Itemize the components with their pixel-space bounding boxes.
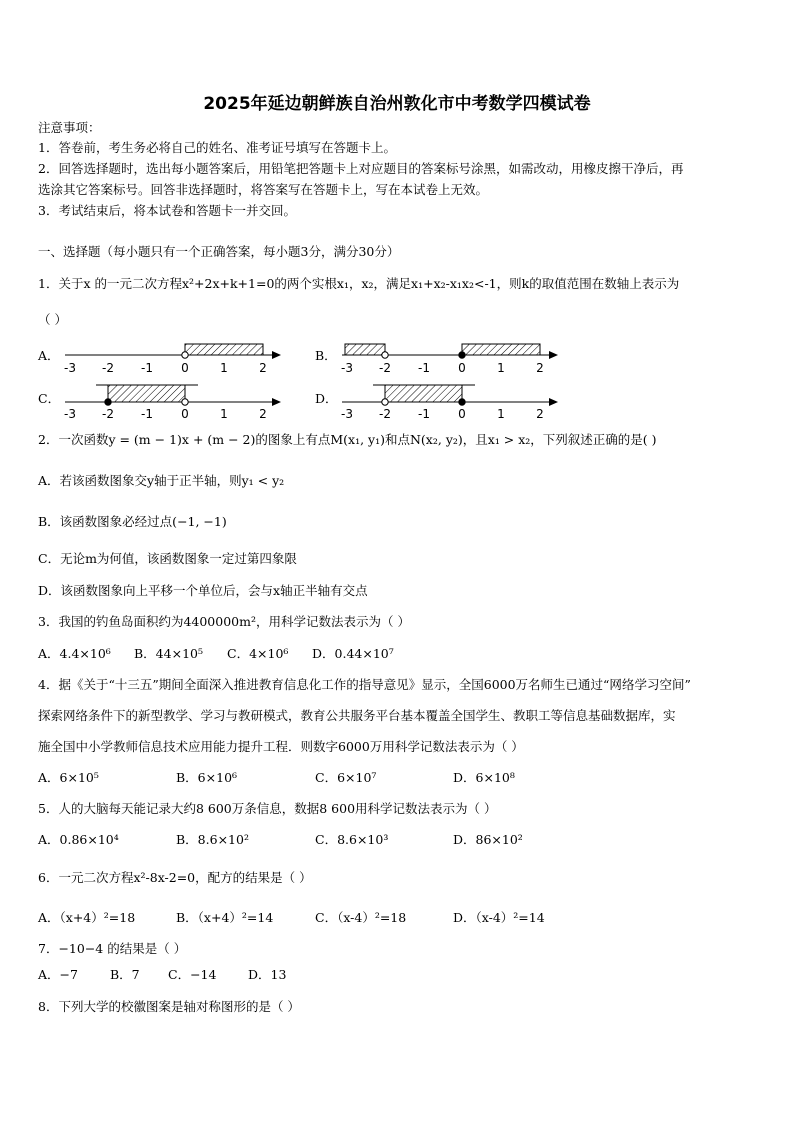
question-6-options	[38, 910, 598, 926]
option: D．86×10²	[453, 832, 523, 847]
option: A．4.4×10⁶	[38, 646, 111, 661]
option: D．0.44×10⁷	[312, 646, 394, 661]
tick-label: 0	[458, 361, 466, 375]
question-1-paren: （ ）	[38, 312, 67, 327]
question-7-text: 7．−10−4 的结果是（ ）	[38, 941, 187, 956]
tick-label: 1	[220, 407, 228, 421]
option-d-label: D．	[315, 391, 338, 406]
tick-label: -2	[102, 407, 114, 421]
notice-item: 1．答卷前，考生务必将自己的姓名、准考证号填写在答题卡上。	[38, 140, 396, 155]
option-c-label: C．	[38, 391, 61, 406]
notice-item: 3．考试结束后，将本试卷和答题卡一并交回。	[38, 203, 296, 218]
tick-label: -3	[64, 407, 76, 421]
option: B．7	[110, 967, 140, 982]
tick-label: 1	[497, 407, 505, 421]
option: D．6×10⁸	[453, 770, 515, 785]
question-4-text: 探索网络条件下的新型教学、学习与教研模式，教育公共服务平台基本覆盖全国学生、教职工等信息基础数据库，实	[38, 708, 676, 723]
tick-label: -1	[141, 407, 153, 421]
tick-label: 2	[536, 407, 544, 421]
question-2-text: 2．一次函数y = (m − 1)x + (m − 2)的图象上有点M(x₁, y₁)和点N(x₂, y₂)，且x₁ > x₂，下列叙述正确的是( )	[38, 432, 657, 447]
tick-label: 1	[220, 361, 228, 375]
question-4-options	[38, 770, 598, 786]
tick-label: -2	[379, 407, 391, 421]
question-5-text: 5．人的大脑每天能记录大约8 600万条信息，数据8 600用科学记数法表示为（ ）	[38, 801, 497, 816]
option: B．6×10⁶	[176, 770, 238, 785]
tick-label: 0	[458, 407, 466, 421]
option: C．（x-4）²=18	[315, 910, 407, 925]
tick-labels	[64, 407, 267, 421]
number-line-c	[64, 385, 281, 421]
tick-label: 0	[181, 361, 189, 375]
page-title: 2025年延边朝鲜族自治州敦化市中考数学四模试卷	[203, 94, 591, 114]
question-2-option-d: D．该函数图象向上平移一个单位后，会与x轴正半轴有交点	[38, 583, 368, 598]
question-3-options	[38, 646, 538, 662]
tick-label: -1	[141, 361, 153, 375]
tick-label: -1	[418, 407, 430, 421]
section-heading: 一、选择题（每小题只有一个正确答案，每小题3分，满分30分）	[38, 244, 400, 259]
option: A．（x+4）²=18	[38, 910, 136, 925]
question-6-text: 6．一元二次方程x²-8x-2=0，配方的结果是（ ）	[38, 870, 312, 885]
tick-labels	[64, 361, 267, 375]
question-2-option-a: A．若该函数图象交y轴于正半轴，则y₁ < y₂	[38, 473, 285, 488]
tick-label: 2	[536, 361, 544, 375]
notice-item: 选涂其它答案标号。回答非选择题时，将答案写在答题卡上，写在本试卷上无效。	[38, 182, 489, 197]
question-1-text: 1．关于x 的一元二次方程x²+2x+k+1=0的两个实根x₁，x₂，满足x₁+x₂-x₁x₂<-1，则k的取值范围在数轴上表示为	[38, 276, 680, 291]
notice-item: 2．回答选择题时，选出每小题答案后，用铅笔把答题卡上对应题目的答案标号涂黑，如需改动，用橡皮擦干净后，再	[38, 161, 684, 176]
tick-label: -3	[64, 361, 76, 375]
tick-label: -2	[379, 361, 391, 375]
option: B．8.6×10²	[176, 832, 249, 847]
number-line-d	[341, 385, 558, 421]
option: A．0.86×10⁴	[38, 832, 119, 847]
tick-labels	[341, 361, 544, 375]
tick-label: -1	[418, 361, 430, 375]
question-2-option-c: C．无论m为何值，该函数图象一定过第四象限	[38, 551, 297, 566]
number-line-a	[64, 344, 281, 375]
option: A．6×10⁵	[38, 770, 99, 785]
question-8-text: 8．下列大学的校徽图案是轴对称图形的是（ ）	[38, 999, 300, 1014]
tick-label: 2	[259, 407, 267, 421]
tick-label: -3	[341, 361, 353, 375]
tick-label: 0	[181, 407, 189, 421]
option: D．（x-4）²=14	[453, 910, 545, 925]
option: C．8.6×10³	[315, 832, 389, 847]
tick-label: 2	[259, 361, 267, 375]
tick-label: -3	[341, 407, 353, 421]
option: C．6×10⁷	[315, 770, 377, 785]
tick-label: -2	[102, 361, 114, 375]
option-b-label: B．	[315, 348, 337, 363]
option: D．13	[248, 967, 287, 982]
option: B．（x+4）²=14	[176, 910, 274, 925]
option: C．−14	[168, 967, 217, 982]
notice-heading: 注意事项：	[38, 120, 101, 135]
question-3-text: 3．我国的钓鱼岛面积约为4400000m²，用科学记数法表示为（ ）	[38, 614, 410, 629]
tick-label: 1	[497, 361, 505, 375]
option: A．−7	[38, 967, 78, 982]
number-lines	[0, 0, 794, 430]
option: B．44×10⁵	[134, 646, 203, 661]
tick-labels	[341, 407, 544, 421]
number-line-b	[341, 344, 558, 375]
question-2-option-b: B．该函数图象必经过点(−1, −1)	[38, 514, 227, 529]
option: C．4×10⁶	[227, 646, 289, 661]
question-5-options	[38, 832, 598, 848]
question-4-text: 施全国中小学教师信息技术应用能力提升工程．则数字6000万用科学记数法表示为（ ）	[38, 739, 524, 754]
question-7-options	[38, 967, 338, 983]
option-a-label: A．	[38, 348, 60, 363]
question-4-text: 4．据《关于“十三五”期间全面深入推进教育信息化工作的指导意见》显示，全国6000万名师生已通过“网络学习空间”	[38, 677, 691, 692]
